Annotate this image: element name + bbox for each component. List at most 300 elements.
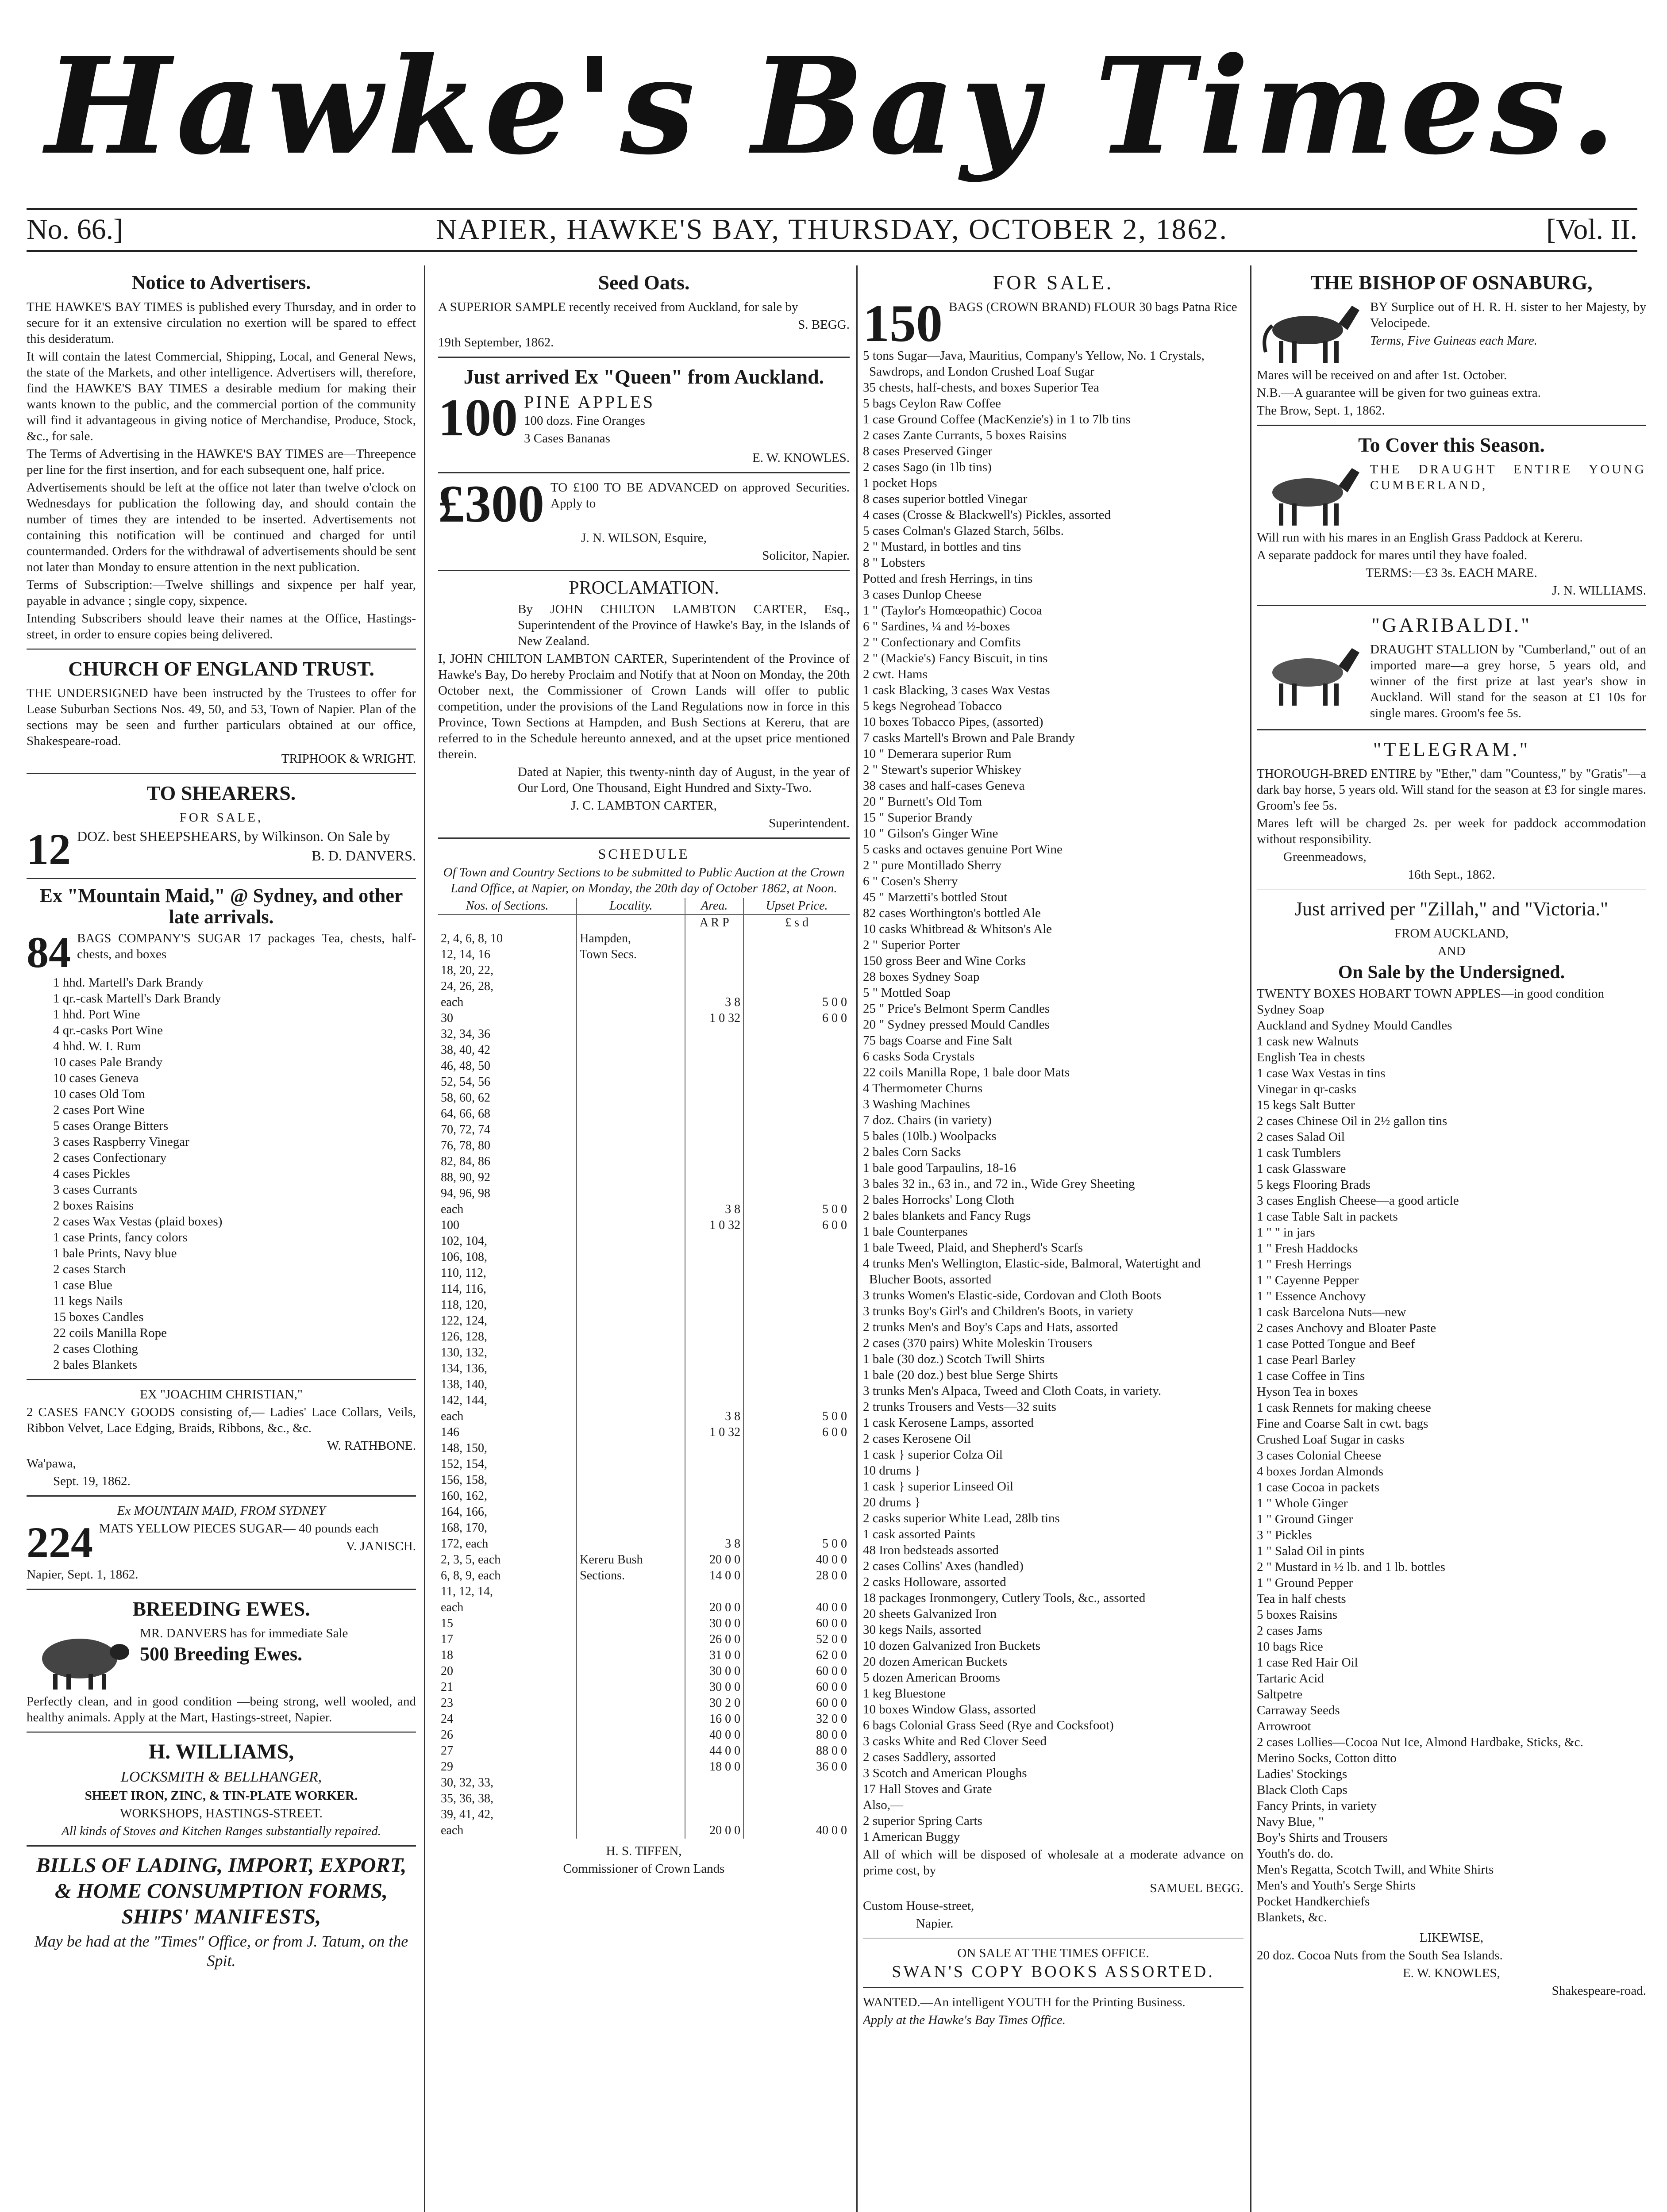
list-item: 18 packages Ironmongery, Cutlery Tools, &c., assorted <box>863 1591 1146 1605</box>
queen-text1: PINE APPLES <box>524 392 655 412</box>
ewes-text3: Perfectly clean, and in good condition —being strong, well wooled, and healthy animals. Apply at the Mart, Hastings-street, Napier. <box>27 1694 416 1724</box>
schedule-cell <box>577 1026 685 1042</box>
list-item: 1 cask Blacking, 3 cases Wax Vestas <box>863 683 1050 697</box>
schedule-header: Area. <box>685 898 743 914</box>
table-row <box>438 1743 850 1759</box>
schedule-cell <box>743 1026 850 1042</box>
schedule-cell: 60 0 0 <box>816 1664 847 1678</box>
queen-sign: E. W. KNOWLES. <box>752 451 850 465</box>
list-item: Black Cloth Caps <box>1257 1783 1347 1797</box>
schedule-cell <box>577 1265 685 1281</box>
list-item: 1 bale Counterpanes <box>863 1225 968 1239</box>
cover-sign: J. N. WILLIAMS. <box>1552 584 1646 598</box>
table-row <box>438 1568 850 1584</box>
schedule-cell <box>577 1170 685 1186</box>
divider <box>27 1495 416 1497</box>
schedule-cell: 160, 162, <box>438 1488 577 1504</box>
schedule-cell: 2, 3, 5, each <box>438 1552 577 1568</box>
list-item: 75 bags Coarse and Fine Salt <box>863 1033 1013 1048</box>
schedule-cell <box>577 1823 685 1839</box>
schedule-cell: 60 0 0 <box>816 1696 847 1710</box>
schedule-cell <box>577 1727 685 1743</box>
schedule-cell <box>685 1440 743 1456</box>
schedule-cell: 5 0 0 <box>822 995 847 1009</box>
table-row <box>438 1679 850 1695</box>
schedule-cell <box>685 1488 743 1504</box>
list-item: 6 bags Colonial Grass Seed (Rye and Cocksfoot) <box>863 1718 1114 1732</box>
schedule-cell: 30 2 0 <box>685 1695 743 1711</box>
schedule-cell <box>743 1504 850 1520</box>
bills-foot: May be had at the "Times" Office, or from J. Tatum, on the Spit. <box>34 1932 408 1970</box>
horse-icon <box>1257 461 1363 528</box>
list-item: 15 boxes Candles <box>53 1310 144 1324</box>
telegram-title: "TELEGRAM." <box>1373 738 1530 760</box>
list-item: 5 dozen American Brooms <box>863 1671 1001 1685</box>
schedule-cell: 17 <box>438 1632 577 1647</box>
wanted-text: WANTED.—An intelligent YOUTH for the Printing Business. <box>863 1995 1186 2009</box>
schedule-cell <box>685 1186 743 1202</box>
shearers-sign: B. D. DANVERS. <box>312 848 416 864</box>
table-row <box>438 1138 850 1154</box>
list-item: 2 " Mustard in ½ lb. and 1 lb. bottles <box>1257 1560 1445 1574</box>
mats-date: Napier, Sept. 1, 1862. <box>27 1567 139 1582</box>
schedule-cell <box>577 1584 685 1600</box>
notice-paragraph: Intending Subscribers should leave their names at the Office, Hastings-street, in order to ensure copies being delivered. <box>27 611 416 641</box>
list-item: 1 bale good Tarpaulins, 18-16 <box>863 1161 1016 1175</box>
table-row <box>438 1791 850 1807</box>
maid-number: 84 <box>27 928 71 977</box>
schedule-cell: 58, 60, 62 <box>438 1090 577 1106</box>
list-item: 10 bags Rice <box>1257 1640 1323 1654</box>
sale-intro: BAGS (CROWN BRAND) FLOUR 30 bags Patna Rice <box>949 300 1237 314</box>
table-row <box>438 995 850 1010</box>
schedule-cell <box>685 1456 743 1472</box>
column-rule <box>424 265 425 2212</box>
schedule-cell <box>743 1058 850 1074</box>
schedule-cell: 14 0 0 <box>685 1568 743 1584</box>
divider <box>1257 605 1646 606</box>
masthead <box>0 18 1667 195</box>
schedule-cell: 40 0 0 <box>685 1727 743 1743</box>
list-item: Merino Socks, Cotton ditto <box>1257 1751 1397 1765</box>
schedule-cell: 70, 72, 74 <box>438 1122 577 1138</box>
schedule-cell <box>577 1504 685 1520</box>
list-item: 5 cases Orange Bitters <box>53 1119 169 1133</box>
divider <box>27 773 416 774</box>
schedule-cell <box>743 1297 850 1313</box>
schedule-cell: 20 <box>438 1663 577 1679</box>
list-item: 10 casks Whitbread & Whitson's Ale <box>863 922 1052 936</box>
shearers-number: 12 <box>27 825 71 874</box>
list-item: 1 " Ground Ginger <box>1257 1512 1353 1526</box>
schedule-cell <box>743 1170 850 1186</box>
table-row <box>438 1584 850 1600</box>
list-item: Crushed Loaf Sugar in casks <box>1257 1432 1405 1447</box>
schedule-cell <box>685 1329 743 1345</box>
schedule-unit: £ s d <box>785 916 808 929</box>
schedule-cell <box>743 1807 850 1823</box>
mats-number: 224 <box>27 1518 93 1567</box>
schedule-cell: 31 0 0 <box>685 1647 743 1663</box>
list-item: 4 cases (Crosse & Blackwell's) Pickles, assorted <box>863 508 1111 522</box>
divider <box>438 837 850 839</box>
schedule-cell: 26 <box>438 1727 577 1743</box>
divider <box>27 1845 416 1847</box>
list-item: 4 Thermometer Churns <box>863 1081 983 1095</box>
schedule-cell <box>743 1042 850 1058</box>
list-item: 3 trunks Men's Alpaca, Tweed and Cloth Coats, in variety. <box>863 1384 1162 1398</box>
schedule-cell: 35, 36, 38, <box>438 1791 577 1807</box>
list-item: 1 qr.-cask Martell's Dark Brandy <box>53 991 221 1006</box>
table-row <box>438 1377 850 1393</box>
list-item: 1 bale Prints, Navy blue <box>53 1246 177 1260</box>
table-row <box>438 1425 850 1440</box>
schedule-cell: 30 0 0 <box>685 1663 743 1679</box>
schedule-unit <box>438 914 577 931</box>
list-item: 2 cases Zante Currants, 5 boxes Raisins <box>863 428 1066 442</box>
table-row <box>438 1265 850 1281</box>
list-item: 3 cases Currants <box>53 1183 138 1197</box>
proclamation-title: PROCLAMATION. <box>569 578 719 598</box>
schedule-cell: 20 0 0 <box>685 1552 743 1568</box>
schedule-cell: 164, 166, <box>438 1504 577 1520</box>
schedule-cell <box>577 1743 685 1759</box>
list-item: Men's Regatta, Scotch Twill, and White Shirts <box>1257 1863 1494 1877</box>
table-row <box>438 1361 850 1377</box>
schedule-cell: 62 0 0 <box>816 1648 847 1662</box>
notice-body <box>27 299 416 642</box>
list-item: 8 cases superior bottled Vinegar <box>863 492 1028 506</box>
schedule-cell: 24, 26, 28, <box>438 979 577 995</box>
column-2 <box>438 265 850 2212</box>
table-row <box>438 1170 850 1186</box>
schedule-cell: 148, 150, <box>438 1440 577 1456</box>
notice-paragraph: THE HAWKE'S BAY TIMES is published every Thursday, and in order to secure for it an extensive circulation no exertion will be spared to effect this desideratum. <box>27 300 416 346</box>
list-item: 2 cases Port Wine <box>53 1103 145 1117</box>
list-item: 1 " Cayenne Pepper <box>1257 1273 1359 1287</box>
schedule-cell <box>685 1249 743 1265</box>
schedule-cell <box>743 1775 850 1791</box>
list-item: 4 trunks Men's Wellington, Elastic-side, Balmoral, Watertight and Blucher Boots, assorted <box>863 1256 1201 1286</box>
schedule-cell <box>743 1440 850 1456</box>
schedule-cell: 60 0 0 <box>816 1680 847 1694</box>
schedule-cell: 18 <box>438 1647 577 1663</box>
sale-place: Custom House-street, <box>863 1899 974 1913</box>
list-item: 1 case Ground Coffee (MacKenzie's) in 1 to 7lb tins <box>863 412 1131 426</box>
schedule-cell <box>685 1233 743 1249</box>
list-item: 25 " Price's Belmont Sperm Candles <box>863 1002 1050 1016</box>
schedule-cell: 6, 8, 9, each <box>438 1568 577 1584</box>
schedule-cell: 60 0 0 <box>816 1617 847 1630</box>
list-item: 17 Hall Stoves and Grate <box>863 1782 992 1796</box>
proclamation-text: I, JOHN CHILTON LAMBTON CARTER, Superintendent of the Province of Hawke's Bay, Do hereby Proclaim and Notify that at Noon on Monday, the 20th October next, the Commissioner of Crown Lands will offer to public competition, under the provisions of the Land Regulations now in force in this Province, Town Sections at Hampden, and Bush Sections at Kereru, that are referred to in the Schedule hereunto annexed, and at the upset price mentioned therein. <box>438 652 850 761</box>
list-item: 2 cases Sago (in 1lb tins) <box>863 460 992 474</box>
loan-sign2: Solicitor, Napier. <box>762 549 850 563</box>
list-item: 7 doz. Chairs (in variety) <box>863 1113 992 1127</box>
list-item: 2 trunks Men's and Boy's Caps and Hats, assorted <box>863 1320 1118 1334</box>
zillah-on: On Sale by the Undersigned. <box>1338 962 1565 983</box>
schedule-cell <box>743 1154 850 1170</box>
schedule-cell: 6 0 0 <box>822 1218 847 1232</box>
issue-number: No. 66.] <box>27 213 123 246</box>
list-item: 10 cases Geneva <box>53 1071 139 1085</box>
schedule-cell <box>577 1329 685 1345</box>
divider <box>438 357 850 358</box>
list-item: 1 cask assorted Paints <box>863 1527 975 1541</box>
list-item: 1 pocket Hops <box>863 476 937 490</box>
list-item: 1 case Table Salt in packets <box>1257 1210 1398 1224</box>
list-item: 5 bales (10lb.) Woolpacks <box>863 1129 997 1143</box>
schedule-cell: 88, 90, 92 <box>438 1170 577 1186</box>
table-row <box>438 1775 850 1791</box>
list-item: 2 " pure Montillado Sherry <box>863 858 1002 872</box>
schedule-cell <box>577 1249 685 1265</box>
list-item: 22 coils Manilla Rope <box>53 1326 167 1340</box>
schedule-cell <box>743 1281 850 1297</box>
list-item: 48 Iron bedsteads assorted <box>863 1543 999 1557</box>
cover-terms: TERMS:—£3 3s. EACH MARE. <box>1366 566 1537 580</box>
queen-title: Just arrived Ex "Queen" from Auckland. <box>463 365 824 388</box>
cover-text3: A separate paddock for mares until they have foaled. <box>1257 548 1528 562</box>
likewise-text: 20 doz. Cocoa Nuts from the South Sea Islands. <box>1257 1948 1503 1962</box>
bishop-text2: Mares will be received on and after 1st. October. <box>1257 368 1507 382</box>
list-item: 2 cases Jams <box>1257 1624 1323 1638</box>
schedule-cell <box>685 1090 743 1106</box>
schedule-cell: Kereru Bush <box>577 1552 685 1568</box>
shearers-text: DOZ. best SHEEPSHEARS, by Wilkinson. On Sale by <box>77 828 390 844</box>
list-item: Saltpetre <box>1257 1687 1303 1701</box>
table-row <box>438 1106 850 1122</box>
garibaldi-title: "GARIBALDI." <box>1371 614 1532 636</box>
list-item: 2 trunks Trousers and Vests—32 suits <box>863 1400 1056 1414</box>
schedule-cell <box>577 1456 685 1472</box>
schedule-cell: 172, each <box>438 1536 577 1552</box>
oats-title: Seed Oats. <box>598 271 690 294</box>
list-item: 20 " Sydney pressed Mould Candles <box>863 1018 1050 1032</box>
schedule-cell <box>577 1090 685 1106</box>
schedule-cell <box>743 1090 850 1106</box>
mats-sign: V. JANISCH. <box>346 1539 416 1553</box>
table-row <box>438 1058 850 1074</box>
list-item: 1 " Whole Ginger <box>1257 1496 1348 1510</box>
list-item: 3 cases Raspberry Vinegar <box>53 1135 189 1149</box>
list-item: 1 cask new Walnuts <box>1257 1034 1359 1048</box>
list-item: 2 " Superior Porter <box>863 938 960 952</box>
mats-text: MATS YELLOW PIECES SUGAR— 40 pounds each <box>99 1521 379 1536</box>
schedule-cell <box>743 1345 850 1361</box>
schedule-cell <box>577 1297 685 1313</box>
table-row <box>438 1520 850 1536</box>
schedule-cell: 5 0 0 <box>822 1202 847 1216</box>
schedule-cell <box>743 1249 850 1265</box>
list-item: 2 superior Spring Carts <box>863 1814 982 1828</box>
table-row <box>438 1472 850 1488</box>
joachim-place: Wa'pawa, <box>27 1456 76 1471</box>
list-item: 3 Washing Machines <box>863 1097 970 1111</box>
schedule-cell: 3 8 <box>685 1409 743 1425</box>
divider <box>27 878 416 879</box>
table-row <box>438 1409 850 1425</box>
list-item: 5 tons Sugar—Java, Mauritius, Company's Yellow, No. 1 Crystals, Sawdrops, and London Crushed Loaf Sugar <box>863 349 1205 379</box>
schedule-unit <box>577 914 685 931</box>
list-item: 45 " Marzetti's bottled Stout <box>863 890 1008 904</box>
schedule-cell <box>685 1170 743 1186</box>
table-row <box>438 1393 850 1409</box>
list-item: 3 " Pickles <box>1257 1528 1312 1542</box>
table-row <box>438 1488 850 1504</box>
telegram-place: Greenmeadows, <box>1283 850 1367 864</box>
schedule-cell <box>685 1361 743 1377</box>
table-row <box>438 1074 850 1090</box>
list-item: 1 cask } superior Linseed Oil <box>863 1479 1014 1494</box>
schedule-cell: 114, 116, <box>438 1281 577 1297</box>
schedule-cell: 30 0 0 <box>685 1679 743 1695</box>
schedule-cell <box>577 1154 685 1170</box>
list-item: 1 " " in jars <box>1257 1225 1315 1240</box>
cover-text2: Will run with his mares in an English Grass Paddock at Kereru. <box>1257 530 1583 545</box>
dateline <box>27 208 1637 252</box>
list-item: 1 case Potted Tongue and Beef <box>1257 1337 1415 1351</box>
list-item: 5 bags Ceylon Raw Coffee <box>863 396 1001 411</box>
sheep-icon <box>27 1625 133 1692</box>
schedule-cell: 46, 48, 50 <box>438 1058 577 1074</box>
list-item: Vinegar in qr-casks <box>1257 1082 1356 1096</box>
garibaldi-text: DRAUGHT STALLION by "Cumberland," out of an imported mare—a grey horse, 5 years old, and winner of the first prize at last year's show in Auckland. Will stand for the season at £1 10s for single mares. Groom's fee 5s. <box>1370 642 1646 720</box>
schedule-cell <box>577 1488 685 1504</box>
mats-title: Ex MOUNTAIN MAID, FROM SYDNEY <box>117 1504 326 1518</box>
schedule-cell: each <box>438 995 577 1010</box>
table-row <box>438 1217 850 1233</box>
williams-sub: LOCKSMITH & BELLHANGER, <box>120 1769 322 1785</box>
schedule-cell <box>685 1297 743 1313</box>
table-row <box>438 1329 850 1345</box>
schedule-cell <box>577 1361 685 1377</box>
table-row <box>438 1440 850 1456</box>
schedule-cell <box>577 1791 685 1807</box>
column-3 <box>863 265 1244 2212</box>
table-row <box>438 1632 850 1647</box>
schedule-cell <box>685 1345 743 1361</box>
schedule-cell: 126, 128, <box>438 1329 577 1345</box>
williams-title: H. WILLIAMS, <box>148 1740 294 1763</box>
list-item: 20 sheets Galvanized Iron <box>863 1607 997 1621</box>
list-item: 3 trunks Women's Elastic-side, Cordovan and Cloth Boots <box>863 1288 1162 1302</box>
list-item: 5 " Mottled Soap <box>863 986 951 1000</box>
telegram-text: THOROUGH-BRED ENTIRE by "Ether," dam "Countess," by "Gratis"—a dark bay horse, 5 years old. Will stand for the season at £3 for single mares. Groom's fee 5s. <box>1257 767 1646 813</box>
schedule-cell: 82, 84, 86 <box>438 1154 577 1170</box>
oats-sign: S. BEGG. <box>798 318 850 332</box>
ewes-text1: MR. DANVERS has for immediate Sale <box>140 1626 348 1640</box>
table-row <box>438 1313 850 1329</box>
column-rule <box>1250 265 1251 2212</box>
divider <box>863 1938 1244 1939</box>
proclamation-dated: Dated at Napier, this twenty-ninth day of August, in the year of Our Lord, One Thousand, Eight Hundred and Sixty-Two. <box>518 765 850 795</box>
list-item: Hyson Tea in boxes <box>1257 1385 1358 1399</box>
schedule-cell <box>743 1488 850 1504</box>
list-item: 20 drums } <box>863 1495 920 1509</box>
list-item: 5 kegs Flooring Brads <box>1257 1178 1371 1192</box>
schedule-cell: 106, 108, <box>438 1249 577 1265</box>
list-item: 10 boxes Window Glass, assorted <box>863 1702 1036 1717</box>
schedule-cell: 76, 78, 80 <box>438 1138 577 1154</box>
schedule-cell: Hampden, <box>577 931 685 947</box>
list-item: 2 " Stewart's superior Whiskey <box>863 763 1022 777</box>
loan-text: TO £100 TO BE ADVANCED on approved Securities. Apply to <box>551 480 850 511</box>
list-item: 2 cases Anchovy and Bloater Paste <box>1257 1321 1436 1335</box>
schedule-cell: 1 0 32 <box>685 1010 743 1026</box>
schedule-cell: 40 0 0 <box>816 1553 847 1567</box>
list-item: 10 cases Pale Brandy <box>53 1055 163 1069</box>
schedule-cell: 146 <box>438 1425 577 1440</box>
schedule-cell <box>685 1313 743 1329</box>
list-item: Pocket Handkerchiefs <box>1257 1894 1370 1909</box>
list-item: Ladies' Stockings <box>1257 1767 1347 1781</box>
table-row <box>438 1727 850 1743</box>
schedule-cell <box>577 1345 685 1361</box>
schedule-cell <box>743 963 850 979</box>
ewes-text2: 500 Breeding Ewes. <box>140 1643 303 1665</box>
list-item: 22 coils Manilla Rope, 1 bale door Mats <box>863 1065 1070 1079</box>
list-item: 1 hhd. Martell's Dark Brandy <box>53 975 204 990</box>
schedule-cell: 6 0 0 <box>822 1425 847 1439</box>
schedule-cell <box>577 1600 685 1616</box>
table-row <box>438 1122 850 1138</box>
schedule-cell <box>577 1313 685 1329</box>
schedule-cell: 80 0 0 <box>816 1728 847 1742</box>
schedule-cell: 38, 40, 42 <box>438 1042 577 1058</box>
schedule-cell <box>685 1472 743 1488</box>
list-item: 2 casks Holloware, assorted <box>863 1575 1006 1589</box>
divider <box>27 1379 416 1380</box>
schedule-cell <box>577 1202 685 1217</box>
schedule-cell <box>743 1186 850 1202</box>
schedule-cell: 18, 20, 22, <box>438 963 577 979</box>
list-item: 5 boxes Raisins <box>1257 1608 1338 1622</box>
list-item: 10 drums } <box>863 1463 920 1478</box>
schedule-cell <box>743 1472 850 1488</box>
schedule-cell: 40 0 0 <box>816 1824 847 1837</box>
list-item: Youth's do. do. <box>1257 1847 1334 1861</box>
queen-number: 100 <box>438 388 518 447</box>
schedule-cell: 18 0 0 <box>685 1759 743 1775</box>
list-item: 3 casks White and Red Clover Seed <box>863 1734 1047 1748</box>
newspaper-title: Hawke's Bay Times. <box>45 28 1622 184</box>
list-item: 30 kegs Nails, assorted <box>863 1623 982 1637</box>
table-row <box>438 1552 850 1568</box>
cover-text: THE DRAUGHT ENTIRE YOUNG CUMBERLAND, <box>1370 462 1646 492</box>
notice-paragraph: The Terms of Advertising in the HAWKE'S BAY TIMES are—Threepence per line for the first insertion, and for each subsequent one, half price. <box>27 447 416 477</box>
bishop-nb: N.B.—A guarantee will be given for two guineas extra. <box>1257 386 1541 400</box>
list-item: Navy Blue, " <box>1257 1815 1324 1829</box>
schedule-cell <box>743 1393 850 1409</box>
list-item: Fine and Coarse Salt in cwt. bags <box>1257 1417 1428 1431</box>
schedule-cell: 12, 14, 16 <box>438 947 577 963</box>
list-item: 3 Scotch and American Ploughs <box>863 1766 1027 1780</box>
schedule-cell <box>577 979 685 995</box>
list-item: 2 cases Starch <box>53 1262 126 1276</box>
column-4 <box>1257 265 1646 2212</box>
williams-sub3: WORKSHOPS, HASTINGS-STREET. <box>120 1806 323 1820</box>
schedule-cell <box>577 1695 685 1711</box>
list-item: 1 cask Barcelona Nuts—new <box>1257 1305 1406 1319</box>
schedule-cell <box>685 1138 743 1154</box>
list-item: 2 cases Salad Oil <box>1257 1130 1345 1144</box>
joachim-text: 2 CASES FANCY GOODS consisting of,— Ladies' Lace Collars, Veils, Ribbon Velvet, Lace Edging, Braids, Ribbons, &c., &c. <box>27 1405 416 1435</box>
schedule-cell <box>577 995 685 1010</box>
schedule-cell <box>685 1791 743 1807</box>
schedule-cell: 11, 12, 14, <box>438 1584 577 1600</box>
list-item: 2 cases Lollies—Cocoa Nut Ice, Almond Hardbake, Sticks, &c. <box>1257 1735 1583 1749</box>
